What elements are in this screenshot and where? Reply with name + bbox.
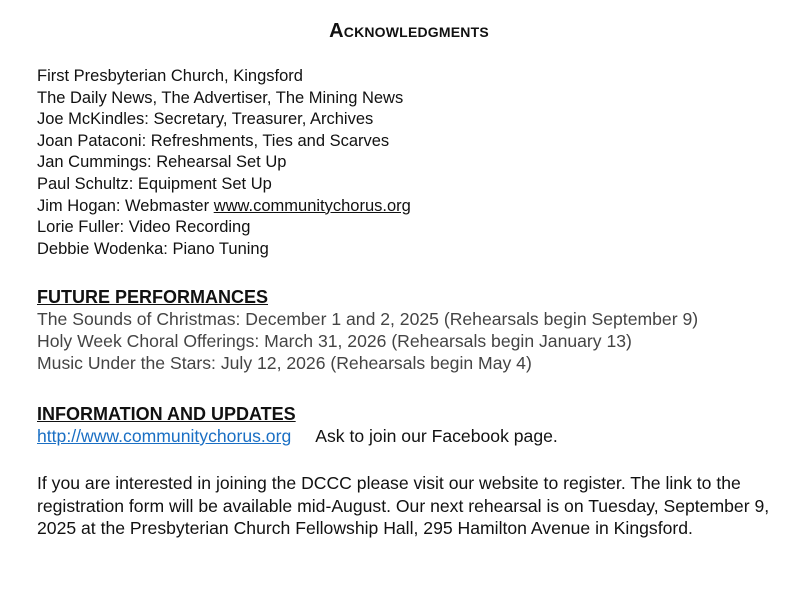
- information-heading: INFORMATION AND UPDATES: [37, 404, 296, 424]
- chorus-website-link[interactable]: http://www.communitychorus.org: [37, 426, 292, 446]
- page-title: Acknowledgments: [329, 20, 489, 42]
- ack-item: [37, 196, 411, 218]
- ack-item-text: The Daily News, The Advertiser, The Mining News: [37, 88, 404, 107]
- information-row: [37, 425, 558, 447]
- information-section: [37, 403, 558, 447]
- ack-item-text: First Presbyterian Church, Kingsford: [37, 67, 303, 85]
- ack-item: [37, 131, 411, 153]
- joining-info-paragraph: If you are interested in joining the DCCC please visit our website to register. The link to the registration form will be available mid-August. Our next rehearsal is on Tuesday, September 9, 2025 at the Presbyterian Church Fellowship Hall, 295 Hamilton Avenue in Kingsford.: [37, 473, 770, 538]
- ack-item-text: Debbie Wodenka: Piano Tuning: [37, 239, 269, 258]
- ack-item-text: Jan Cummings: Rehearsal Set Up: [37, 153, 287, 172]
- ack-item-text: Joan Pataconi: Refreshments, Ties and Scarves: [37, 131, 390, 150]
- ack-item: [37, 152, 411, 174]
- ack-item: [37, 88, 411, 110]
- ack-item: [37, 217, 411, 239]
- future-performances-section: [37, 286, 698, 374]
- performance-item: Music Under the Stars: July 12, 2026 (Rehearsals begin May 4): [37, 353, 532, 373]
- future-performances-heading: FUTURE PERFORMANCES: [37, 287, 269, 307]
- ack-item: [37, 109, 411, 131]
- ack-item: [37, 66, 411, 88]
- ack-item-text: Paul Schultz: Equipment Set Up: [37, 174, 272, 193]
- performances-list: [37, 308, 698, 374]
- ack-item-text: Jim Hogan: Webmaster: [37, 196, 214, 215]
- facebook-note: Ask to join our Facebook page.: [315, 426, 558, 446]
- performance-item: Holy Week Choral Offerings: March 31, 2026 (Rehearsals begin January 13): [37, 331, 632, 351]
- ack-item-text: Joe McKindles: Secretary, Treasurer, Archives: [37, 110, 374, 129]
- ack-item: [37, 174, 411, 196]
- ack-item-text: Lorie Fuller: Video Recording: [37, 218, 251, 237]
- ack-item: [37, 239, 411, 261]
- webmaster-website-link[interactable]: www.communitychorus.org: [213, 196, 411, 215]
- performance-item: The Sounds of Christmas: December 1 and 2, 2025 (Rehearsals begin September 9): [37, 309, 699, 329]
- acknowledgments-list: [37, 66, 411, 260]
